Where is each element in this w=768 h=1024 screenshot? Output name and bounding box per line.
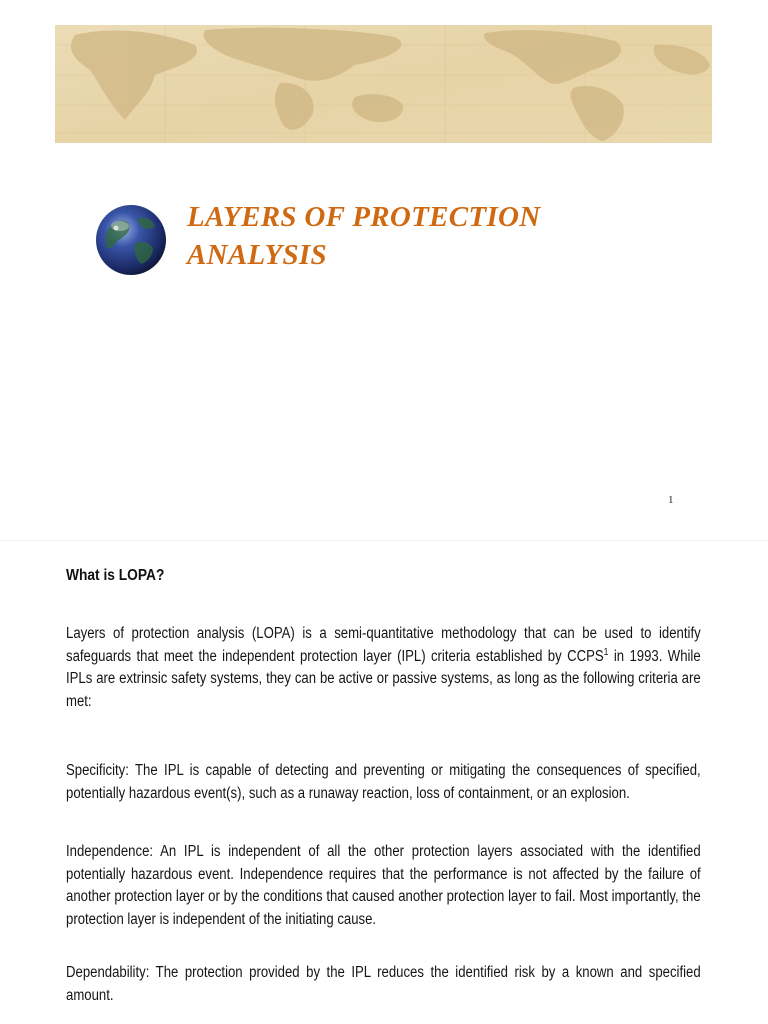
intro-text: Layers of protection analysis (LOPA) is a semi-quantitative methodology that can be used to identify safeguards that meet the independent protection layer (IPL) criteria established by CCPS: [66, 625, 701, 665]
intro-paragraph: [66, 623, 701, 713]
page-divider: [0, 540, 768, 541]
intro-text-after: in 1993. While IPLs are extrinsic safety systems, they can be active or passive systems, as long as the following criteria are met:: [66, 647, 701, 710]
footnote-ref: 1: [603, 646, 609, 658]
criterion-dependability: Dependability: The protection provided by the IPL reduces the identified risk by a known and specified amount.: [66, 964, 701, 1004]
world-map-banner: [55, 25, 712, 143]
criterion-independence: Independence: An IPL is independent of all the other protection layers associated with the identified potentially hazardous event. Independence requires that the performance is not affected by the failure of another protection layer or by the conditions that caused another protection layer to fail. Most importantly, the protection layer is independent of the initiating cause.: [66, 843, 701, 928]
slide-title-line-1: LAYERS OF PROTECTION: [187, 201, 541, 233]
criterion-specificity: Specificity: The IPL is capable of detecting and preventing or mitigating the consequences of specified, potentially hazardous event(s), such as a runaway reaction, loss of containment, or an explosion.: [66, 762, 701, 802]
globe-icon: [95, 204, 167, 276]
page-number: 1: [668, 494, 674, 506]
section-heading: What is LOPA?: [66, 567, 165, 584]
slide-title: [187, 198, 541, 274]
world-map-graphic: [55, 25, 712, 143]
slide-title-line-2: ANALYSIS: [187, 239, 327, 271]
